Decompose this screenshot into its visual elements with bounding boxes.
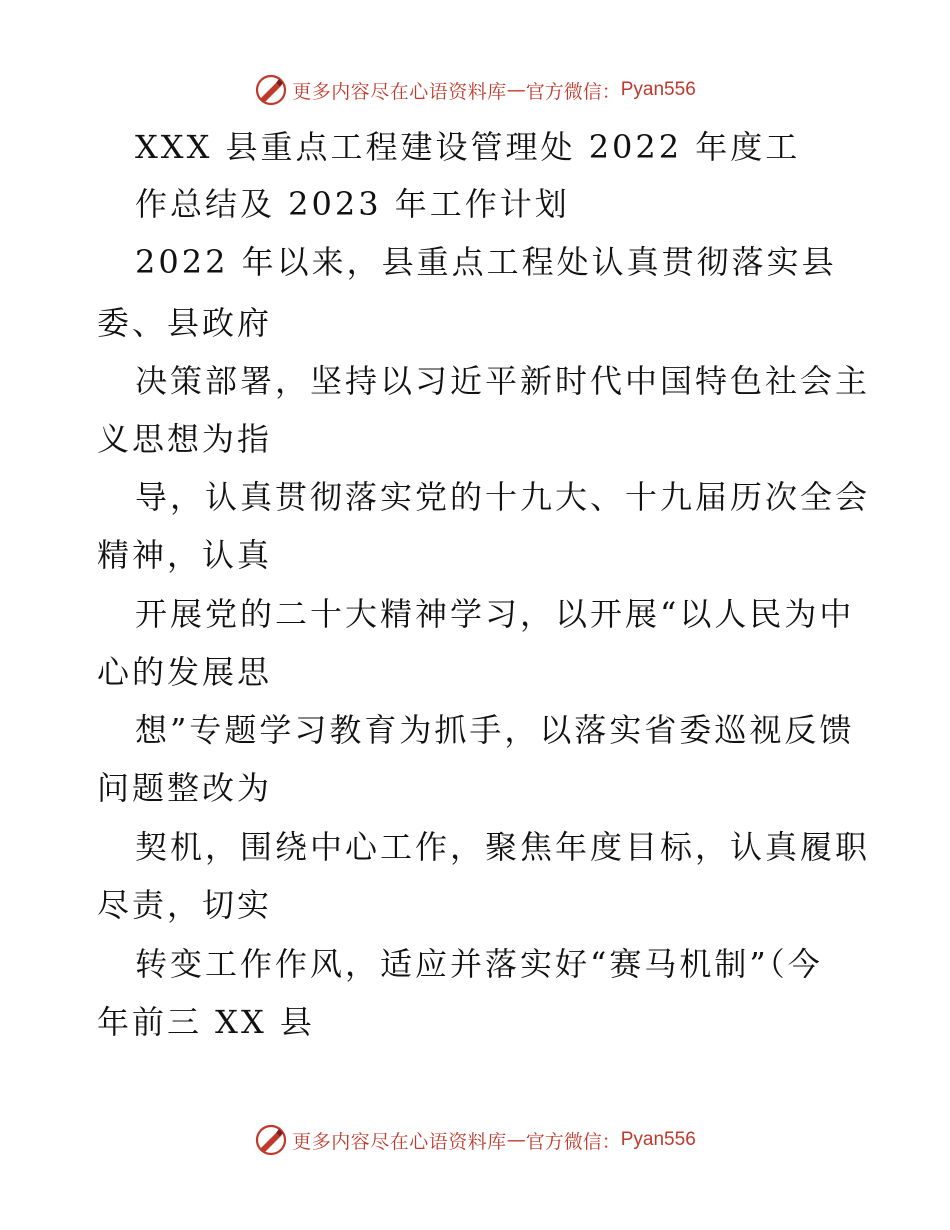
paragraph-line: 导，认真贯彻落实党的十九大、十九届历次全会: [135, 478, 871, 516]
paragraph-line: 转变工作作风，适应并落实好“赛马机制”（今: [135, 945, 823, 983]
paragraph-line: 心的发展思: [97, 653, 273, 691]
document-title-line-1: XXX 县重点工程建设管理处 2022 年度工: [135, 128, 801, 166]
banner-separator: —: [506, 79, 526, 101]
pen-logo-icon: [254, 1123, 288, 1157]
paragraph-line: 问题整改为: [97, 769, 273, 807]
banner-label: 更多内容尽在心语资料库: [292, 1130, 507, 1153]
paragraph-line: 义思想为指: [97, 420, 273, 458]
wechat-id: Pyan556: [620, 79, 696, 100]
document-title-line-2: 作总结及 2023 年工作计划: [135, 185, 570, 223]
paragraph-line: 2022 年以来，县重点工程处认真贯彻落实县: [135, 243, 837, 281]
wechat-label: 官方微信：: [525, 1130, 621, 1153]
paragraph-line: 尽责，切实: [97, 886, 273, 924]
header-banner: [0, 70, 950, 110]
paragraph-line: 契机，围绕中心工作，聚焦年度目标，认真履职: [135, 828, 871, 866]
banner-separator: —: [506, 1129, 526, 1151]
paragraph-line: 委、县政府: [97, 304, 273, 342]
paragraph-line: 开展党的二十大精神学习，以开展“以人民为中: [135, 595, 855, 633]
banner-label: 更多内容尽在心语资料库: [292, 80, 507, 103]
paragraph-line: 精神，认真: [97, 536, 273, 574]
footer-banner: [0, 1120, 950, 1160]
wechat-id: Pyan556: [620, 1129, 696, 1150]
paragraph-line: 年前三 XX 县: [97, 1003, 315, 1041]
pen-logo-icon: [254, 73, 288, 107]
paragraph-line: 决策部署，坚持以习近平新时代中国特色社会主: [135, 362, 871, 400]
wechat-label: 官方微信：: [525, 80, 621, 103]
paragraph-line: 想”专题学习教育为抓手，以落实省委巡视反馈: [135, 711, 855, 749]
